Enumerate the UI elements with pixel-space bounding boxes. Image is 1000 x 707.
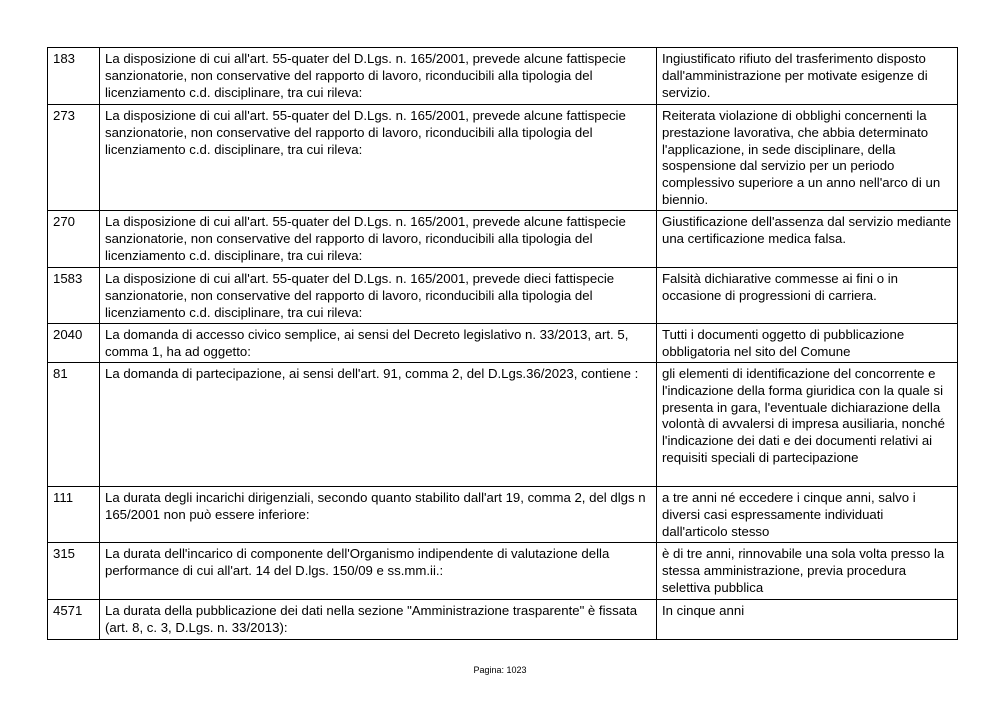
answer-text: Giustificazione dell'assenza dal servizio mediante una certificazione medica falsa. (657, 211, 958, 268)
answer-text: è di tre anni, rinnovabile una sola volta presso la stessa amministrazione, previa procedura selettiva pubblica (657, 543, 958, 600)
question-id: 1583 (48, 268, 100, 324)
question-id: 270 (48, 211, 100, 268)
answer-text: gli elementi di identificazione del concorrente e l'indicazione della forma giuridica con la quale si presenta in gara, l'eventuale dichiarazione della volontà di avvalersi di impresa ausiliaria, nonché l'indicazione dei dati e dei documenti relativi ai requisiti speciali di partecipazione (657, 363, 958, 487)
question-text: La disposizione di cui all'art. 55-quater del D.Lgs. n. 165/2001, prevede alcune fattispecie sanzionatorie, non conservative del rapporto di lavoro, riconducibili alla tipologia del licenziamento c.d. disciplinare, tra cui rileva: (100, 105, 657, 211)
question-text: La disposizione di cui all'art. 55-quater del D.Lgs. n. 165/2001, prevede dieci fattispecie sanzionatorie, non conservative del rapporto di lavoro, riconducibili alla tipologia del licenziamento c.d. disciplinare, tra cui rileva: (100, 268, 657, 324)
question-text: La disposizione di cui all'art. 55-quater del D.Lgs. n. 165/2001, prevede alcune fattispecie sanzionatorie, non conservative del rapporto di lavoro, riconducibili alla tipologia del licenziamento c.d. disciplinare, tra cui rileva: (100, 211, 657, 268)
table-row (48, 48, 958, 105)
answer-text: Falsità dichiarative commesse ai fini o in occasione di progressioni di carriera. (657, 268, 958, 324)
answer-text: Ingiustificato rifiuto del trasferimento disposto dall'amministrazione per motivate esigenze di servizio. (657, 48, 958, 105)
table-row (48, 105, 958, 211)
question-id: 273 (48, 105, 100, 211)
table-row (48, 211, 958, 268)
answer-text: Reiterata violazione di obblighi concernenti la prestazione lavorativa, che abbia determinato l'applicazione, in sede disciplinare, della sospensione dal servizio per un periodo complessivo superiore a un anno nell'arco di un biennio. (657, 105, 958, 211)
question-id: 81 (48, 363, 100, 487)
question-text: La durata dell'incarico di componente dell'Organismo indipendente di valutazione della performance di cui all'art. 14 del D.lgs. 150/09 e ss.mm.ii.: (100, 543, 657, 600)
question-table (47, 47, 958, 640)
table-row (48, 268, 958, 324)
question-text: La domanda di accesso civico semplice, ai sensi del Decreto legislativo n. 33/2013, art. 5, comma 1, ha ad oggetto: (100, 324, 657, 363)
table-row (48, 487, 958, 543)
answer-text: In cinque anni (657, 600, 958, 640)
table-row (48, 600, 958, 640)
table-row (48, 324, 958, 363)
question-id: 2040 (48, 324, 100, 363)
answer-text: a tre anni né eccedere i cinque anni, salvo i diversi casi espressamente individuati dall'articolo stesso (657, 487, 958, 543)
question-text: La durata degli incarichi dirigenziali, secondo quanto stabilito dall'art 19, comma 2, del dlgs n 165/2001 non può essere inferiore: (100, 487, 657, 543)
question-text: La domanda di partecipazione, ai sensi dell'art. 91, comma 2, del D.Lgs.36/2023, contiene : (100, 363, 657, 487)
question-id: 111 (48, 487, 100, 543)
question-id: 315 (48, 543, 100, 600)
question-id: 4571 (48, 600, 100, 640)
question-text: La disposizione di cui all'art. 55-quater del D.Lgs. n. 165/2001, prevede alcune fattispecie sanzionatorie, non conservative del rapporto di lavoro, riconducibili alla tipologia del licenziamento c.d. disciplinare, tra cui rileva: (100, 48, 657, 105)
question-id: 183 (48, 48, 100, 105)
question-text: La durata della pubblicazione dei dati nella sezione "Amministrazione trasparente" è fissata (art. 8, c. 3, D.Lgs. n. 33/2013): (100, 600, 657, 640)
table-row (48, 543, 958, 600)
table-row (48, 363, 958, 487)
answer-text: Tutti i documenti oggetto di pubblicazione obbligatoria nel sito del Comune (657, 324, 958, 363)
page-number: Pagina: 1023 (473, 665, 527, 675)
